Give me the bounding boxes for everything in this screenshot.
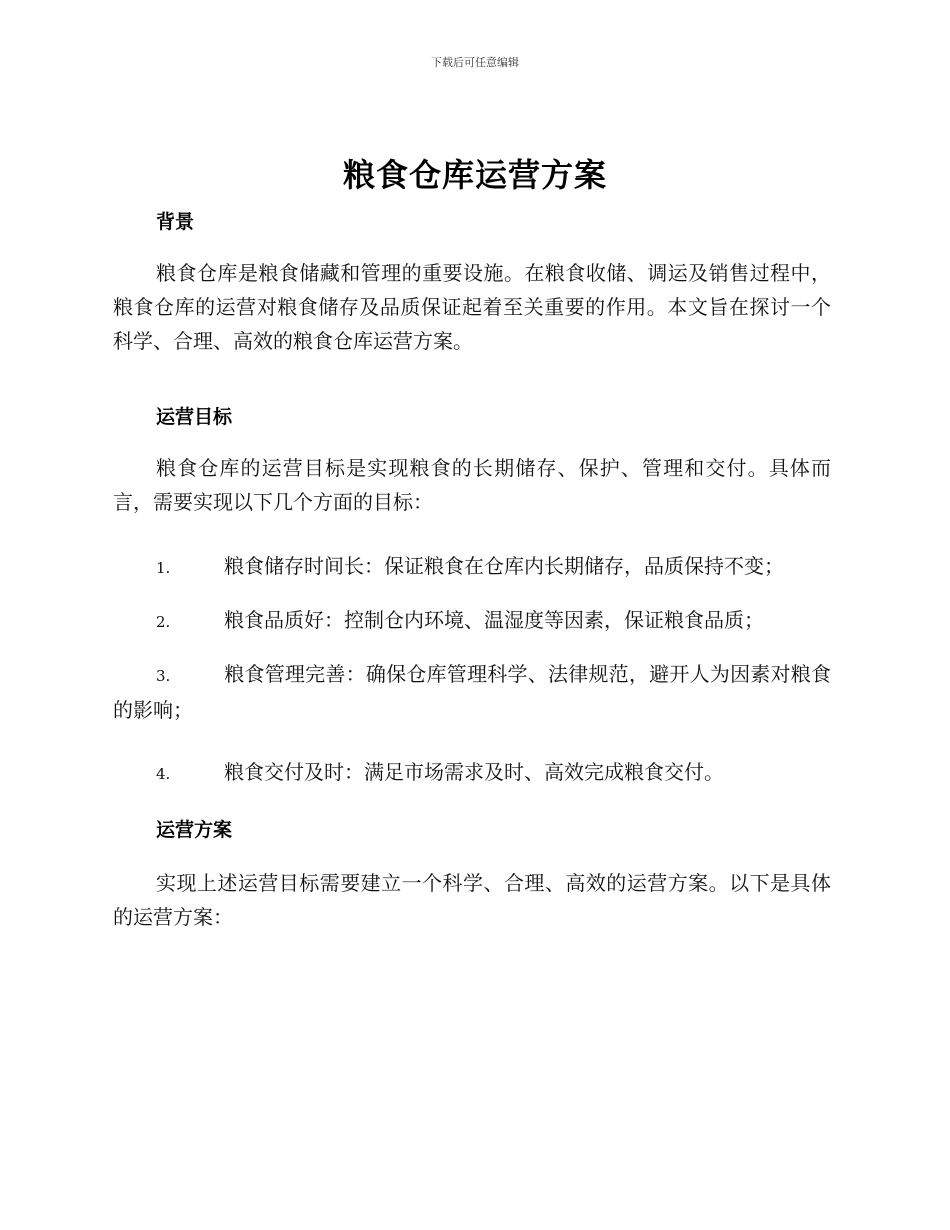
list-item bbox=[113, 657, 831, 727]
list-item-number: 2. bbox=[156, 613, 171, 631]
goals-paragraph: 粮食仓库的运营目标是实现粮食的长期储存、保护、管理和交付。具体而言，需要实现以下几个方面的目标： bbox=[113, 456, 831, 514]
list-item-number: 3. bbox=[156, 667, 171, 685]
list-item bbox=[113, 603, 831, 639]
list-item-text: 粮食交付及时：满足市场需求及时、高效完成粮食交付。 bbox=[224, 760, 724, 784]
list-item bbox=[113, 755, 831, 791]
section-heading-goals: 运营目标 bbox=[156, 406, 233, 428]
list-item-number: 1. bbox=[156, 559, 171, 577]
document-title: 粮食仓库运营方案 bbox=[342, 156, 607, 194]
background-paragraph: 粮食仓库是粮食储藏和管理的重要设施。在粮食收储、调运及销售过程中，粮食仓库的运营对粮食储存及品质保证起着至关重要的作用。本文旨在探讨一个科学、合理、高效的粮食仓库运营方案。 bbox=[113, 261, 831, 353]
list-item bbox=[113, 549, 831, 585]
list-item-number: 4. bbox=[156, 765, 171, 783]
section-heading-background: 背景 bbox=[156, 211, 195, 233]
plan-paragraph: 实现上述运营目标需要建立一个科学、合理、高效的运营方案。以下是具体的运营方案： bbox=[113, 871, 831, 929]
list-item-text: 粮食储存时间长：保证粮食在仓库内长期储存，品质保持不变； bbox=[224, 554, 784, 578]
list-item-text: 粮食品质好：控制仓内环境、温湿度等因素，保证粮食品质； bbox=[224, 608, 764, 632]
section-heading-plan: 运营方案 bbox=[156, 819, 233, 841]
header-note: 下载后可任意编辑 bbox=[431, 56, 519, 69]
list-item-text: 粮食管理完善：确保仓库管理科学、法律规范，避开人为因素对粮食的影响； bbox=[113, 662, 831, 722]
